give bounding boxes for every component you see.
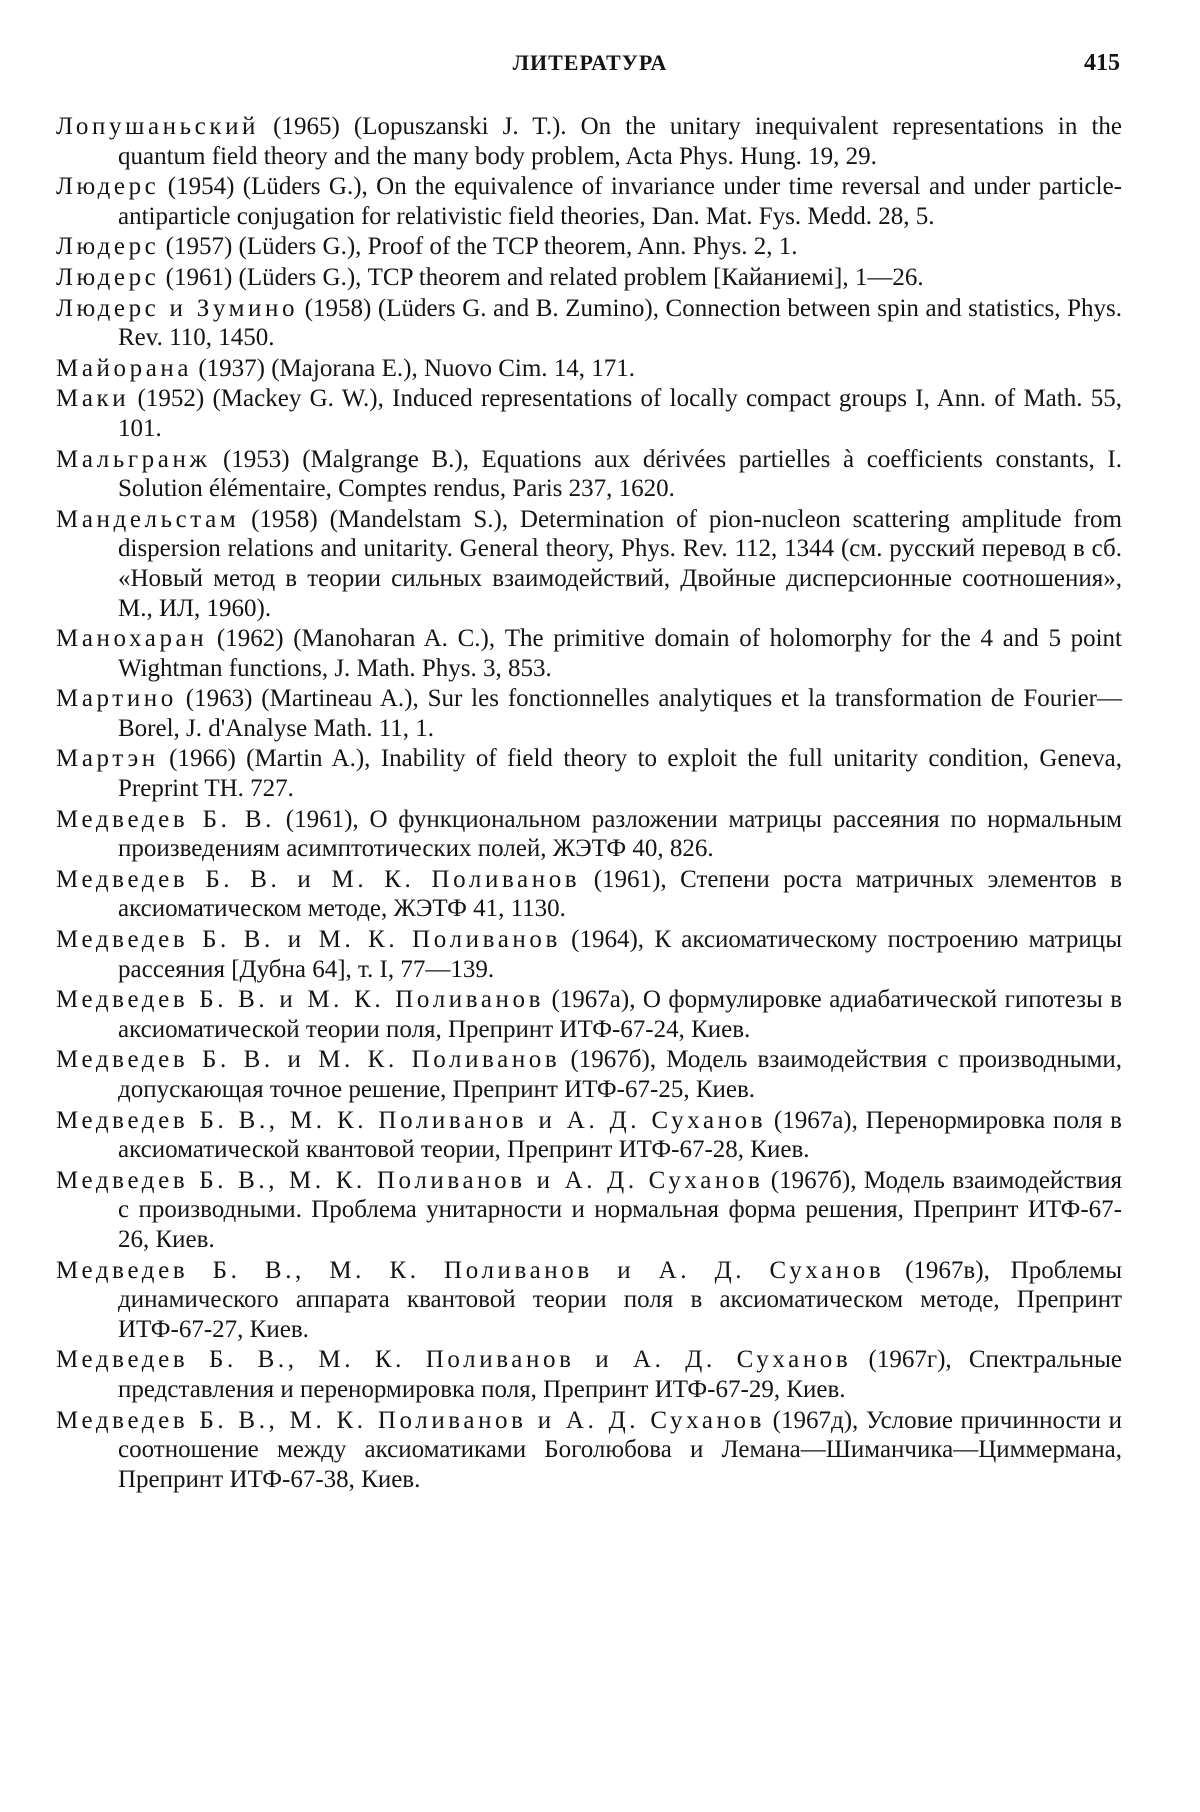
bibliography-entry [56,744,1122,803]
bibliography-entry [56,684,1122,743]
entry-text: (1958) (Lüders G. and B. Zumino), Connection between spin and statistics, Phys. Rev. 110, 1450. [118,294,1122,352]
entry-text: (1958) (Mandelstam S.), Determination of pion-nucleon scattering amplitude from dispersion relations and unitarity. General theory, Phys. Rev. 112, 1344 (см. русский перевод в сб. «Новый метод в теории сильных взаимодействий, Двойные дисперсионные соотношения», М., ИЛ, 1960). [118,505,1122,622]
entry-text: (1962) (Manoharan A. C.), The primitive domain of holomorphy for the 4 and 5 point Wightman functions, J. Math. Phys. 3, 853. [118,625,1122,682]
entry-text: (1967г), Спектральные представления и перенормировка поля, Препринт ИТФ-67-29, Киев. [118,1346,1122,1403]
entry-text: (1967б), Модель взаимодействия с производными. Проблема унитарности и нормальная форма решения, Препринт ИТФ-67-26, Киев. [118,1166,1122,1253]
entry-text: (1953) (Malgrange B.), Equations aux dérivées partielles à coefficients constants, I. Solution élémentaire, Comptes rendus, Paris 237, 1620. [118,445,1122,503]
entry-author: Медведев Б. В. и М. К. Поливанов [56,926,561,954]
entry-author: Медведев Б. В., М. К. Поливанов и А. Д. Суханов [56,1346,852,1374]
entry-text: (1952) (Mackey G. W.), Induced representations of locally compact groups I, Ann. of Math. 55, 101. [118,385,1122,442]
bibliography-list [56,112,1122,1495]
entry-text: (1967а), Перенормировка поля в аксиоматической квантовой теории, Препринт ИТФ-67-28, Киев. [118,1106,1122,1164]
entry-author: Людерс [56,263,160,291]
entry-author: Мальгранж [56,445,211,473]
entry-text: (1967д), Условие причинности и соотношение между аксиоматиками Боголюбова и Лемана—Шиманчика—Циммермана, Препринт ИТФ-67-38, Киев. [118,1406,1122,1493]
entry-text: (1937) (Majorana E.), Nuovo Cim. 14, 171. [192,354,636,382]
entry-author: Мандельстам [56,505,240,533]
entry-text: (1963) (Martineau A.), Sur les fonctionnelles analytiques et la transformation de Fourier—Borel, J. d'Analyse Math. 11, 1. [118,685,1122,742]
bibliography-entry [56,505,1122,623]
page-number: 415 [1084,50,1120,76]
bibliography-entry [56,263,1122,293]
bibliography-entry [56,294,1122,353]
running-title: ЛИТЕРАТУРА [512,50,668,75]
entry-author: Медведев Б. В. и М. К. Поливанов [56,986,545,1014]
bibliography-entry [56,1106,1122,1165]
entry-author: Маки [56,385,130,413]
entry-text: (1965) (Lopuszanski J. T.). On the unitary inequivalent representations in the quantum field theory and the many body problem, Acta Phys. Hung. 19, 29. [118,113,1122,170]
entry-text: (1961) (Lüders G.), TCP theorem and related problem [Кайаниемі], 1—26. [159,263,924,291]
entry-author: Людерс [56,233,160,261]
bibliography-entry [56,624,1122,683]
entry-text: (1966) (Martin A.), Inability of field theory to exploit the full unitarity condition, Geneva, Preprint TH. 727. [118,745,1122,803]
entry-author: Лопушаньский [56,113,260,140]
entry-text: (1967а), О формулировке адиабатической гипотезы в аксиоматической теории поля, Препринт ИТФ-67-24, Киев. [118,986,1123,1043]
bibliography-entry [56,865,1122,924]
bibliography-entry [56,232,1122,262]
entry-author: Медведев Б. В., М. К. Поливанов и А. Д. Суханов [56,1406,766,1434]
entry-text: (1967б), Модель взаимодействия с производными, допускающая точное решение, Препринт ИТФ-67-25, Киев. [118,1046,1123,1103]
entry-author: Мартино [56,685,177,713]
entry-author: Медведев Б. В., М. К. Поливанов и А. Д. Суханов [56,1106,767,1134]
bibliography-entry [56,1045,1122,1104]
bibliography-entry [56,1406,1122,1495]
entry-author: Медведев Б. В. [56,805,275,833]
entry-text: (1967в), Проблемы динамического аппарата квантовой теории поля в аксиоматическом методе, Препринт ИТФ-67-27, Киев. [118,1256,1123,1343]
bibliography-entry [56,172,1122,231]
entry-author: Медведев Б. В., М. К. Поливанов и А. Д. Суханов [56,1256,885,1284]
bibliography-entry [56,1166,1122,1255]
bibliography-entry [56,112,1122,171]
bibliography-entry [56,1345,1122,1404]
bibliography-entry [56,925,1122,984]
entry-author: Медведев Б. В. и М. К. Поливанов [56,865,581,893]
bibliography-entry [56,445,1122,504]
bibliography-entry [56,1256,1122,1345]
entry-author: Майорана [56,354,193,382]
entry-text: (1954) (Lüders G.), On the equivalence of invariance under time reversal and under particle-antiparticle conjugation for relativistic field theories, Dan. Mat. Fys. Medd. 28, 5. [118,173,1122,230]
bibliography-entry [56,805,1122,864]
entry-author: Людерс и Зумино [56,294,299,322]
entry-author: Медведев Б. В. и М. К. Поливанов [56,1046,561,1074]
entry-author: Медведев Б. В., М. К. Поливанов и А. Д. Суханов [56,1166,764,1194]
entry-text: (1964), К аксиоматическому построению матрицы рассеяния [Дубна 64], т. I, 77—139. [118,926,1122,983]
bibliography-entry [56,354,1122,384]
entry-author: Мартэн [56,745,159,773]
entry-author: Людерс [56,173,160,201]
running-head [60,50,1120,86]
bibliography-entry [56,384,1122,443]
entry-author: Манохаран [56,625,208,653]
bibliography-entry [56,985,1122,1044]
entry-text: (1957) (Lüders G.), Proof of the TCP theorem, Ann. Phys. 2, 1. [159,233,798,261]
entry-text: (1961), Степени роста матричных элементов в аксиоматическом методе, ЖЭТФ 41, 1130. [118,865,1123,923]
entry-text: (1961), О функциональном разложении матрицы рассеяния по нормальным произведениям асимптотических полей, ЖЭТФ 40, 826. [118,805,1122,863]
